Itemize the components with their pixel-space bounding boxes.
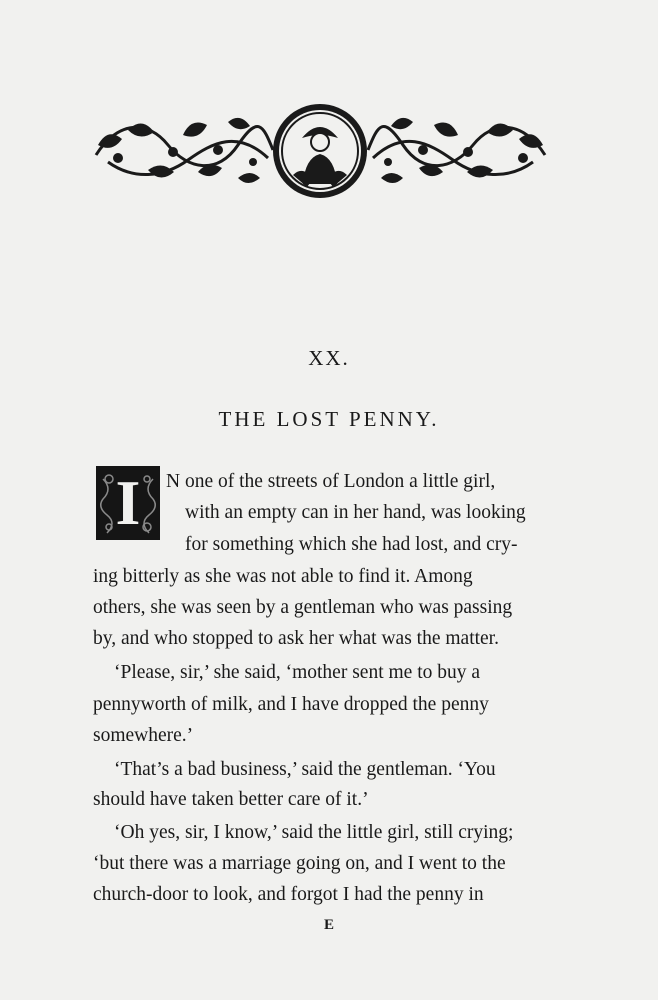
- text-line: somewhere.’: [93, 725, 194, 746]
- text-line: ‘Oh yes, sir, I know,’ said the little girl, still crying;: [114, 822, 514, 843]
- signature-mark: E: [323, 917, 334, 933]
- text-line: for something which she had lost, and cry-: [185, 534, 518, 555]
- text-line: with an empty can in her hand, was looking: [185, 502, 526, 523]
- chapter-number: XX.: [308, 346, 350, 370]
- text-line: ‘Please, sir,’ she said, ‘mother sent me to buy a: [114, 662, 481, 683]
- chapter-title: THE LOST PENNY.: [218, 407, 440, 431]
- text-line: by, and who stopped to ask her what was the matter.: [93, 628, 499, 649]
- text-line: ‘but there was a marriage going on, and I went to the: [93, 853, 506, 874]
- text-line: pennyworth of milk, and I have dropped the penny: [93, 694, 489, 715]
- text-line: church-door to look, and forgot I had the penny in: [93, 884, 484, 905]
- dropcap-letter: I: [115, 467, 141, 538]
- floral-headpiece-ornament: [88, 100, 553, 202]
- text-line: N one of the streets of London a little girl,: [166, 471, 496, 492]
- text-line: ‘That’s a bad business,’ said the gentleman. ‘You: [114, 759, 496, 780]
- text-line: should have taken better care of it.’: [93, 789, 369, 810]
- text-line: ing bitterly as she was not able to find it. Among: [93, 566, 473, 587]
- text-line: others, she was seen by a gentleman who was passing: [93, 597, 513, 618]
- decorated-initial: [96, 466, 160, 540]
